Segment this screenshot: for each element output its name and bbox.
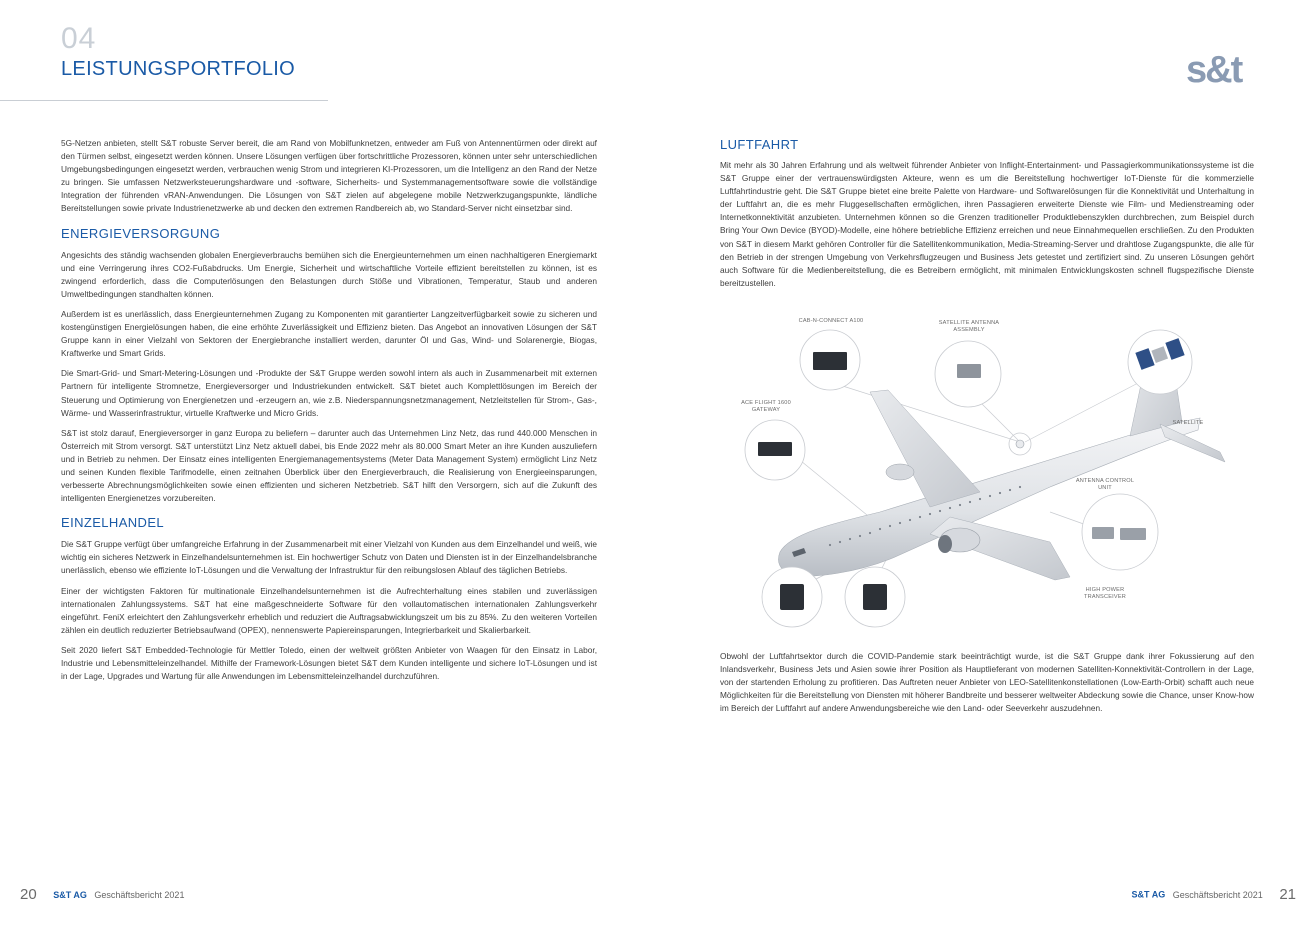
label-antenna-control-unit: ANTENNA CONTROL UNIT (1075, 477, 1135, 491)
label-cab-n-connect: CAB-N-CONNECT A100 (798, 317, 864, 324)
right-page-column (720, 137, 1254, 722)
label-high-power-transceiver: HIGH POWER TRANSCEIVER (1084, 586, 1126, 600)
energie-paragraph-1: Angesichts des ständig wachsenden globalen Energieverbrauchs bemühen sich die Energieunternehmen um einen nachhaltigeren Energiemarkt und eine Verringerung ihres CO2-Fußabdrucks. Um Energie, Sicherheit und wirtschaftliche Vorteile effizient bereitstellen zu können, ist es zwingend erforderlich, dass die Computerlösungen den Belastungen durch Stöße und Vibrationen, Temperatur, Staub und anderen Umweltbedingungen standhalten können. (61, 249, 597, 299)
label-satellite: SATELLITE (1172, 419, 1204, 426)
energie-paragraph-3: Die Smart-Grid- und Smart-Metering-Lösungen und -Produkte der S&T Gruppe werden sowohl intern als auch in Zusammenarbeit mit externen Partnern für intelligente Stromnetze, Energieversorger und Industriekunden entwickelt. S&T bietet auch Komplettlösungen im Bereich der Steuerung und Optimierung von Energienetzen und -erzeugern an, wie z.B. Niederspannungsnetzmanagement, Netzleitstellen für Strom-, Gas-, Wärme- und Wasserinfrastruktur, virtuelle Kraftwerke und Micro Grids. (61, 368, 597, 418)
footer-report-title: Geschäftsbericht 2021 (94, 889, 185, 900)
section-heading-energie: ENERGIEVERSORGUNG (61, 225, 221, 241)
chapter-title: LEISTUNGSPORTFOLIO (61, 58, 295, 80)
label-ace-flight-gateway: ACE FLIGHT 1600 GATEWAY (741, 399, 791, 413)
aircraft-illustration (720, 302, 1254, 632)
chapter-number: 04 (61, 22, 97, 55)
left-page-column (61, 137, 597, 690)
title-divider (0, 100, 328, 101)
footer-report-title-right: Geschäftsbericht 2021 (1172, 889, 1263, 900)
energie-paragraph-4: S&T ist stolz darauf, Energieversorger in ganz Europa zu beliefern – darunter auch das Unternehmen Linz Netz, das rund 440.000 Menschen in Österreich mit Strom versorgt. S&T unterstützt Linz Netz aktuell dabei, bis Ende 2022 mehr als 80.000 Smart Meter an ihre Kunden auszuliefern und in Betrieb zu nehmen. Der Einsatz eines intelligenten Energiemanagementsystems (Meter Data Management System) ermöglicht Linz Netz und seinen Kunden flexible Tarifmodelle, einen zeitnahen Überblick über den Energieverbrauch, die Realisierung von Energieeinsparungen, verbesserte Abrechnungsmöglichkeiten sowie einen effizienten und sicheren Netzbetrieb. S&T hilft den Versorgern, sich auf die Zukunft des intelligenten Energienetzes vorzubereiten. (61, 427, 597, 504)
energie-paragraph-2: Außerdem ist es unerlässlich, dass Energieunternehmen Zugang zu Komponenten mit garantierter Langzeitverfügbarkeit sowie zu sicheren und kostengünstigen Energielösungen haben, die eine erhöhte Zuverlässigkeit und Effizienz bieten. Das Angebot an innovativen Lösungen der S&T Gruppe kann in einer Vielzahl von Sektoren der Energiebranche installiert werden, darunter Öl und Gas, Wind- und Solarenergie, Biogas, Kraftwerke und Smart Grids. (61, 308, 597, 359)
company-logo: s&t (1186, 49, 1242, 91)
intro-paragraph: 5G-Netzen anbieten, stellt S&T robuste Server bereit, die am Rand von Mobilfunknetzen, entweder am Fuß von Antennentürmen oder direkt auf den Türmen selbst, eingesetzt werden können. Unsere Lösungen verfügen über fortschrittliche Prozessoren, können unter sehr unterschiedlichen Umgebungsbedingungen eingesetzt werden, verbrauchen wenig Strom und integrieren KI-Prozessoren, um die Intelligenz an den Rand der Netze zu bringen. Sie umfassen Netzwerksteuerungshardware und -software, Sicherheits- und Systemmanagementsoftware sowie die vollständige Integration der führenden vRAN-Anwendungen. Die Lösungen von S&T zielen auf abgelegene mobile Netzwerkzugangspunkte, ländliche Bereitstellungen sowie private Industrienetzwerke ab und decken den extremen Randbereich ab, wo Standard-Server nicht einsetzbar sind. (61, 138, 597, 214)
label-satellite-antenna-assembly: SATELLITE ANTENNA ASSEMBLY (938, 319, 1000, 333)
page-number-left: 20 (20, 886, 37, 903)
luftfahrt-paragraph-1: Mit mehr als 30 Jahren Erfahrung und als weltweit führender Anbieter von Inflight-Entertainment- und Passagierkommunikationssysteme ist die S&T Gruppe einer der vertrauenswürdigsten Akteure, wenn es um die Bereitstellung hochwertiger IoT-Dienste für die kommerzielle Luftfahrtindustrie geht. Die S&T Gruppe bietet eine breite Palette von Hardware- und Softwarelösungen für die Konnektivität und Unterhaltung in der Luftfahrt an, die es mehr Fluggesellschaften ermöglichen, ihren Passagieren erweiterte Dienste wie Film- und Medienstreaming oder Internetkonnektivität anzubieten. Unternehmen können so die Grenzen traditioneller Produktlebenszyklen durchbrechen, zum Beispiel durch Bring Your Own Device (BYOD)-Modelle, eine höhere betriebliche Effizienz erreichen und neue Einnahmequellen erschließen. Zu den Produkten von S&T in diesem Markt gehören Controller für die Satellitenkommunikation, Media-Streaming-Server und drahtlose Zugangspunkte, die alle für den Betrieb in der strengen Umgebung von Verkehrsflugzeugen und Business Jets getestet und zertifiziert sind. Zu unseren Lösungen gehört auch Software für die Medienbereitstellung, die es Betreibern ermöglicht, mit minimalen Entwicklungskosten schnell flugspezifische Dienste bereitzustellen. (720, 160, 1254, 288)
footer-company-right: S&T AG (1131, 889, 1166, 900)
footer-left (20, 886, 184, 903)
section-heading-einzelhandel: EINZELHANDEL (61, 515, 165, 531)
einzelhandel-paragraph-3: Seit 2020 liefert S&T Embedded-Technologie für Mettler Toledo, einen der weltweit größten Anbieter von Waagen für den Einsatz in Labor, Industrie und Lebensmitteleinzelhandel. Mithilfe der Framework-Lösungen bietet S&T dem Kunden intelligente und sichere IoT-Lösungen und ist in der Lage, Upgrades und Wartung für alle Anwendungen im Lebensmitteleinzelhandel durchzuführen. (61, 644, 597, 682)
section-heading-luftfahrt: LUFTFAHRT (720, 137, 799, 152)
luftfahrt-paragraph-2: Obwohl der Luftfahrtsektor durch die COVID-Pandemie stark beeinträchtigt wurde, ist die S&T Gruppe dank ihrer Fokussierung auf den Inlandsverkehr, Business Jets und Asien sowie ihrer Position als Hauptlieferant von modernen Satelliten-Konnektivität-Controllern in der Lage, von der startenden Erholung zu profitieren. Das Auftreten neuer Anbieter von LEO-Satellitenkonstellationen (Low-Earth-Orbit) schafft auch neue Möglichkeiten für die Bereitstellung von Diensten mit höherer Bandbreite und besserer weltweiter Abdeckung sowie die Chance, unser Know-how im Bereich der Luftfahrt auf andere Anwendungsbereiche wie den Land- oder Seeverkehr auszudehnen. (720, 650, 1254, 714)
page-number-right: 21 (1279, 886, 1296, 903)
einzelhandel-paragraph-1: Die S&T Gruppe verfügt über umfangreiche Erfahrung in der Zusammenarbeit mit einer Vielzahl von Kunden aus dem Einzelhandel und weiß, wie wichtig ein sicheres Netzwerk in Einzelhandelsunternehmen ist. Ein hochwertiger Schutz von Daten und Diensten ist in der Einzelhandelsbranche unerlässlich, ebenso wie effiziente IoT-Lösungen und die Verwaltung der Infrastruktur für den reibungslosen Ablauf des täglichen Betriebs. (61, 539, 597, 576)
footer-company: S&T AG (53, 889, 87, 900)
einzelhandel-paragraph-2: Einer der wichtigsten Faktoren für multinationale Einzelhandelsunternehmen ist die Aufrechterhaltung eines stabilen und zuverlässigen internationalen Zahlungssystems. S&T hat eine maßgeschneiderte Software für den vollautomatischen internationalen Zahlungsverkehr eingeführt. FeniX erleichtert den Zahlungsverkehr erheblich und reduziert die Auftragsabwicklungszeit um bis zu 85%. Zu den weiteren Vorteilen zählen ein deutlich reduzierter Betriebsaufwand (OPEX), nennenswerte Papiereinsparungen, Integrierbarkeit und Skalierbarkeit. (61, 585, 597, 635)
aircraft-connectivity-figure (720, 302, 1254, 632)
footer-right (1132, 886, 1296, 903)
